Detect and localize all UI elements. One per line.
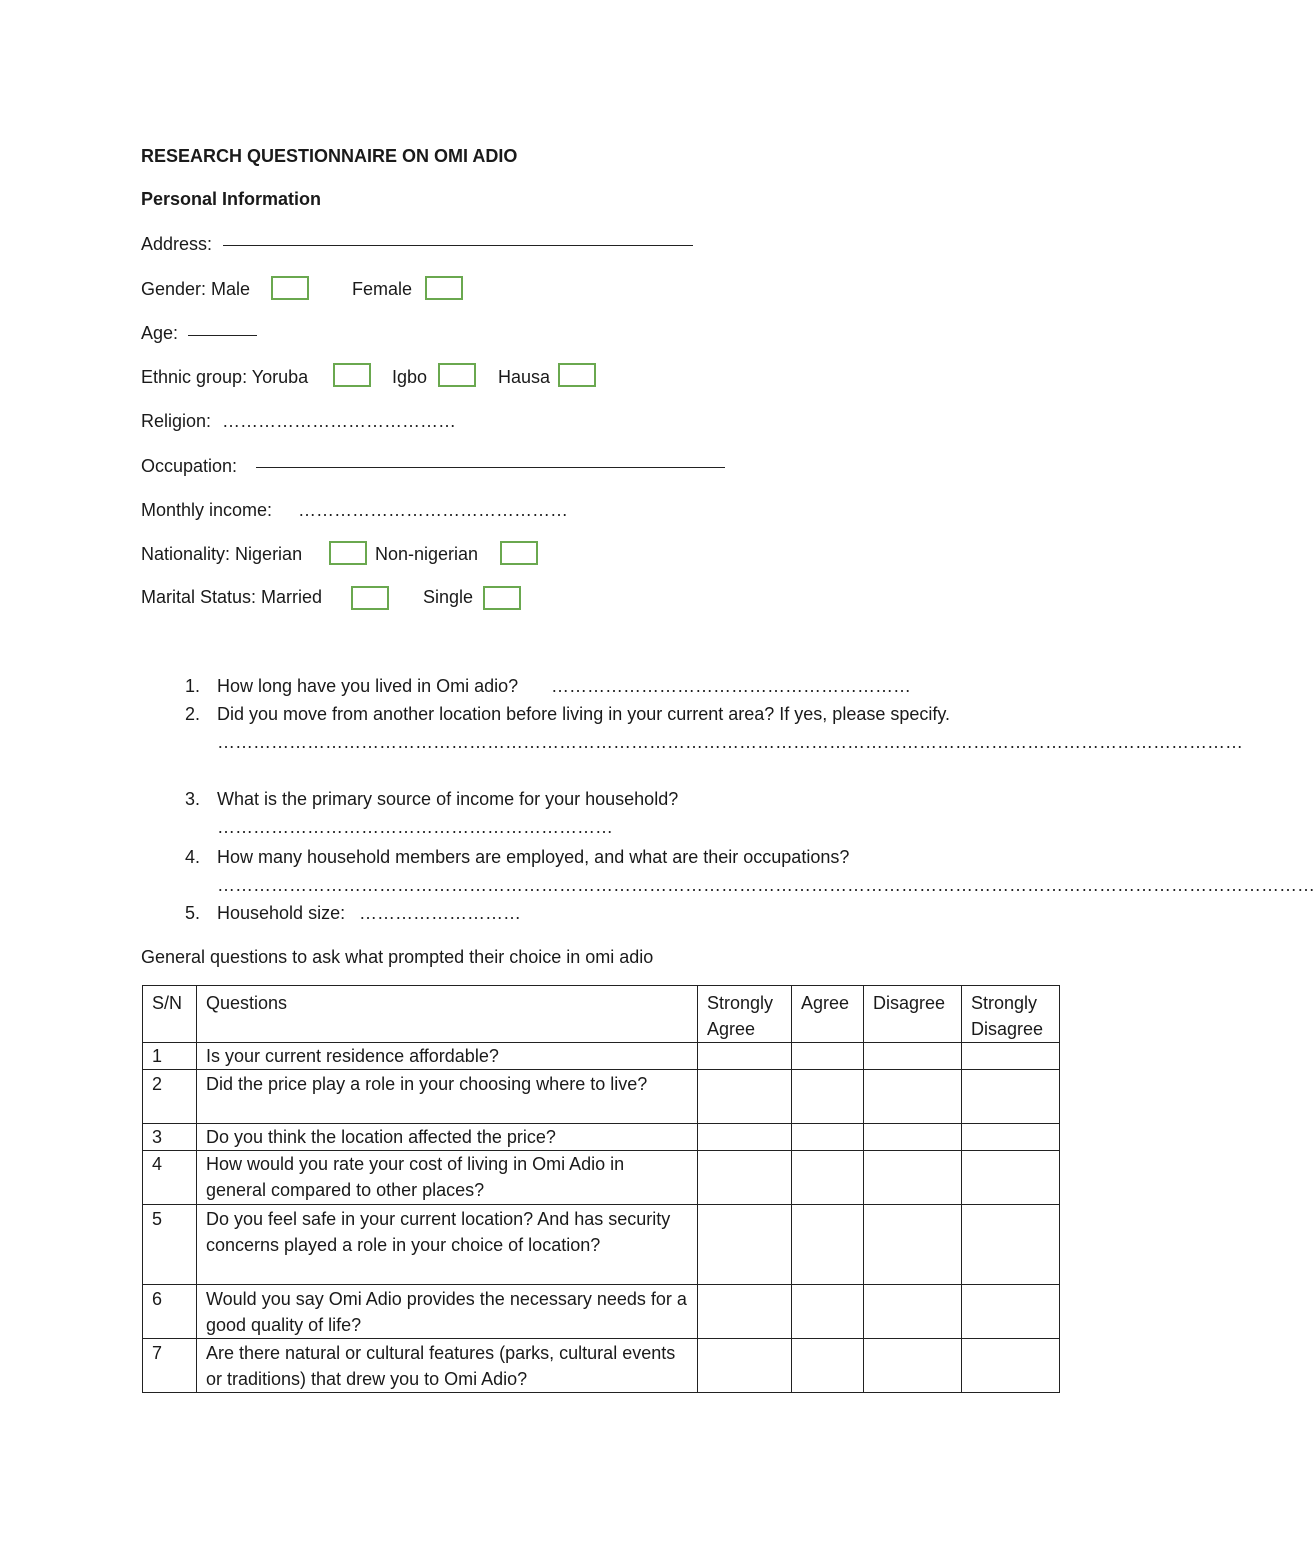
strongly-disagree-cell[interactable]: [962, 1339, 1060, 1393]
agree-cell[interactable]: [792, 1151, 864, 1205]
marital-label: Marital Status: Married: [141, 587, 323, 607]
agree-cell[interactable]: [792, 1205, 864, 1285]
income-label: Monthly income:: [141, 500, 273, 520]
header-sn: S/N: [143, 986, 197, 1043]
table-row: [143, 1043, 1060, 1070]
agree-cell[interactable]: [792, 1070, 864, 1124]
non-nigerian-label: Non-nigerian: [375, 544, 479, 564]
strongly-disagree-cell[interactable]: [962, 1043, 1060, 1070]
disagree-cell[interactable]: [864, 1285, 962, 1339]
nationality-label: Nationality: Nigerian: [141, 544, 303, 564]
single-label: Single: [423, 587, 474, 607]
row-question: Did the price play a role in your choosing where to live?: [197, 1070, 698, 1124]
row-question: Is your current residence affordable?: [197, 1043, 698, 1070]
table-row: [143, 1070, 1060, 1124]
nigerian-checkbox[interactable]: [329, 541, 367, 565]
religion-label: Religion:: [141, 411, 212, 431]
row-question: Would you say Omi Adio provides the necessary needs for a good quality of life?: [197, 1285, 698, 1339]
age-field[interactable]: [188, 335, 257, 336]
row-question: Do you think the location affected the price?: [197, 1124, 698, 1151]
hausa-checkbox[interactable]: [558, 363, 596, 387]
question-answer[interactable]: ………………………: [359, 903, 521, 923]
question-answer[interactable]: ………………………………………………………………………………………………………………………………………………………: [217, 732, 1243, 752]
question-answer[interactable]: …………………………………………………………………………………………………………………………………………………………………: [217, 875, 1315, 895]
question-number: 3.: [184, 789, 200, 809]
married-checkbox[interactable]: [351, 586, 389, 610]
question-number: 4.: [184, 847, 200, 867]
question-answer[interactable]: …………………………………………………………: [217, 817, 613, 837]
non-nigerian-checkbox[interactable]: [500, 541, 538, 565]
disagree-cell[interactable]: [864, 1124, 962, 1151]
question-text: What is the primary source of income for your household?: [217, 789, 679, 809]
yoruba-checkbox[interactable]: [333, 363, 371, 387]
header-strongly-agree: Strongly Agree: [698, 986, 792, 1043]
question-text: How many household members are employed, and what are their occupations?: [217, 847, 850, 867]
disagree-cell[interactable]: [864, 1205, 962, 1285]
question-text: How long have you lived in Omi adio?: [217, 676, 519, 696]
question-text: Household size:: [217, 903, 346, 923]
likert-table: [142, 985, 1060, 1393]
strongly-agree-cell[interactable]: [698, 1070, 792, 1124]
header-agree: Agree: [792, 986, 864, 1043]
strongly-agree-cell[interactable]: [698, 1151, 792, 1205]
gender-label: Gender: Male: [141, 279, 251, 299]
disagree-cell[interactable]: [864, 1339, 962, 1393]
strongly-disagree-cell[interactable]: [962, 1205, 1060, 1285]
strongly-agree-cell[interactable]: [698, 1285, 792, 1339]
question-text: Did you move from another location before living in your current area? If yes, please specify.: [217, 704, 951, 724]
igbo-label: Igbo: [392, 367, 428, 387]
row-question: Are there natural or cultural features (parks, cultural events or traditions) that drew you to Omi Adio?: [197, 1339, 698, 1393]
table-row: [143, 1151, 1060, 1205]
age-label: Age:: [141, 323, 179, 343]
ethnic-label: Ethnic group: Yoruba: [141, 367, 309, 387]
section-heading: Personal Information: [141, 189, 322, 209]
table-header-row: [143, 986, 1060, 1043]
strongly-disagree-cell[interactable]: [962, 1070, 1060, 1124]
row-sn: 3: [143, 1124, 197, 1151]
row-question: Do you feel safe in your current location? And has security concerns played a role in your choice of location?: [197, 1205, 698, 1285]
row-sn: 2: [143, 1070, 197, 1124]
disagree-cell[interactable]: [864, 1070, 962, 1124]
strongly-agree-cell[interactable]: [698, 1339, 792, 1393]
religion-field[interactable]: …………………………………: [222, 411, 456, 431]
strongly-disagree-cell[interactable]: [962, 1285, 1060, 1339]
row-question: How would you rate your cost of living in Omi Adio in general compared to other places?: [197, 1151, 698, 1205]
agree-cell[interactable]: [792, 1043, 864, 1070]
row-sn: 4: [143, 1151, 197, 1205]
question-number: 5.: [184, 903, 200, 923]
question-answer[interactable]: ……………………………………………………: [551, 676, 911, 696]
agree-cell[interactable]: [792, 1124, 864, 1151]
occupation-label: Occupation:: [141, 456, 238, 476]
row-sn: 6: [143, 1285, 197, 1339]
question-number: 1.: [184, 676, 200, 696]
disagree-cell[interactable]: [864, 1151, 962, 1205]
strongly-disagree-cell[interactable]: [962, 1151, 1060, 1205]
strongly-disagree-cell[interactable]: [962, 1124, 1060, 1151]
header-strongly-disagree: Strongly Disagree: [962, 986, 1060, 1043]
strongly-agree-cell[interactable]: [698, 1205, 792, 1285]
header-questions: Questions: [197, 986, 698, 1043]
general-heading: General questions to ask what prompted their choice in omi adio: [141, 947, 654, 967]
female-label: Female: [352, 279, 413, 299]
igbo-checkbox[interactable]: [438, 363, 476, 387]
header-disagree: Disagree: [864, 986, 962, 1043]
page-title: RESEARCH QUESTIONNAIRE ON OMI ADIO: [141, 146, 518, 166]
address-label: Address:: [141, 234, 213, 254]
agree-cell[interactable]: [792, 1285, 864, 1339]
agree-cell[interactable]: [792, 1339, 864, 1393]
address-field[interactable]: [223, 245, 693, 246]
row-sn: 1: [143, 1043, 197, 1070]
table-row: [143, 1124, 1060, 1151]
row-sn: 7: [143, 1339, 197, 1393]
row-sn: 5: [143, 1205, 197, 1285]
table-row: [143, 1285, 1060, 1339]
occupation-field[interactable]: [256, 467, 725, 468]
table-row: [143, 1205, 1060, 1285]
disagree-cell[interactable]: [864, 1043, 962, 1070]
table-row: [143, 1339, 1060, 1393]
female-checkbox[interactable]: [425, 276, 463, 300]
strongly-agree-cell[interactable]: [698, 1124, 792, 1151]
hausa-label: Hausa: [498, 367, 551, 387]
strongly-agree-cell[interactable]: [698, 1043, 792, 1070]
single-checkbox[interactable]: [483, 586, 521, 610]
male-checkbox[interactable]: [271, 276, 309, 300]
question-number: 2.: [184, 704, 200, 724]
income-field[interactable]: ………………………………………: [298, 500, 568, 520]
